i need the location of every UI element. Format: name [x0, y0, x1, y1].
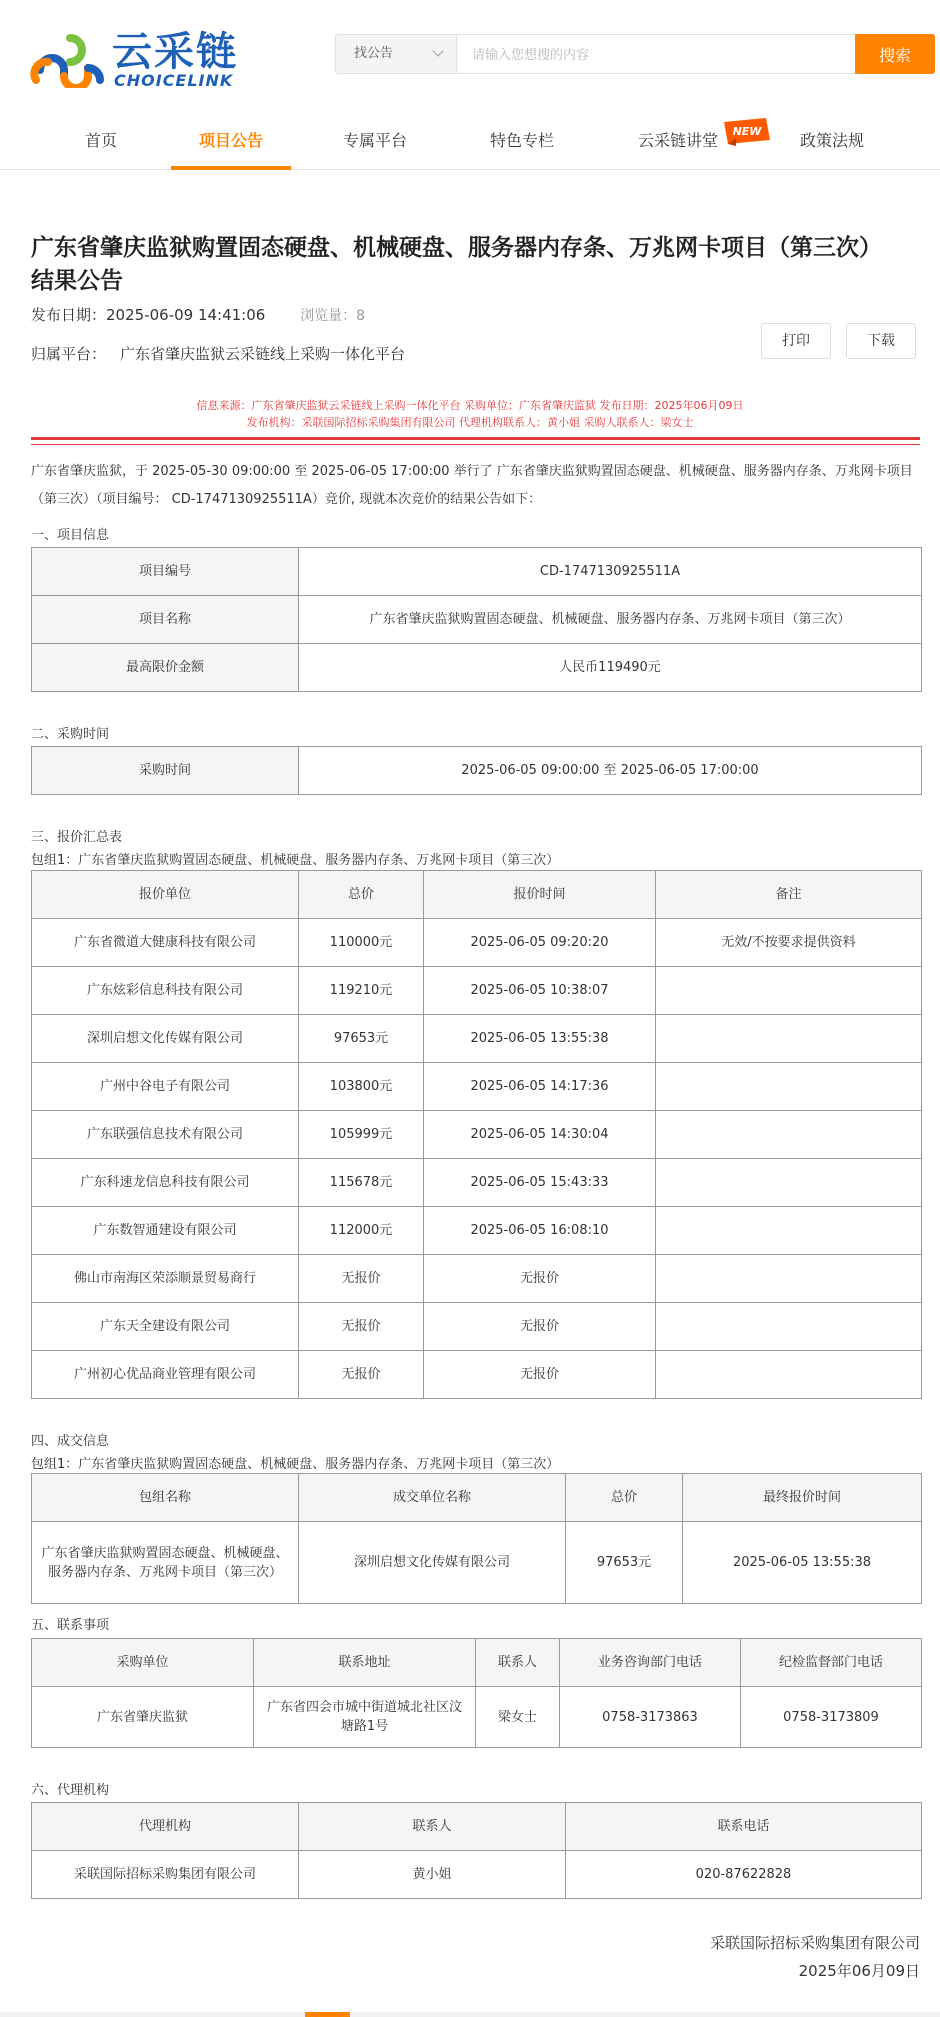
table-cell: 2025-06-05 14:30:04: [424, 1111, 656, 1159]
table-cell: [656, 1015, 922, 1063]
table-header: 报价单位: [32, 871, 299, 919]
nav-item-columns[interactable]: 特色专栏: [489, 131, 554, 150]
search-type-select[interactable]: [336, 35, 457, 73]
table-row: [32, 1111, 922, 1159]
table-cell: [656, 1207, 922, 1255]
table-row: [32, 1063, 922, 1111]
views-value: 8: [356, 308, 366, 324]
table-cell: 广州中谷电子有限公司: [32, 1063, 299, 1111]
site-header: [0, 0, 940, 105]
new-badge-icon: [722, 116, 772, 146]
purchase-time-table: [31, 746, 922, 795]
table-header: 联系人: [299, 1803, 566, 1851]
bottom-bar-accent: [305, 2012, 350, 2017]
table-cell: 无报价: [299, 1255, 424, 1303]
divider-red-thin: [31, 444, 920, 445]
table-row: [32, 1687, 922, 1748]
table-row: [32, 1303, 922, 1351]
section-project-info-label: 一、项目信息: [31, 528, 110, 543]
table-row: [32, 1522, 922, 1604]
logo-mark-icon: [30, 32, 108, 88]
table-cell: 2025-06-05 13:55:38: [683, 1522, 922, 1604]
table-cell: 广东省肇庆监狱购置固态硬盘、机械硬盘、服务器内存条、万兆网卡项目（第三次）: [299, 596, 922, 644]
section-quotes-sub: 包组1：广东省肇庆监狱购置固态硬盘、机械硬盘、服务器内存条、万兆网卡项目（第三次）: [31, 853, 560, 868]
section-deal-sub: 包组1：广东省肇庆监狱购置固态硬盘、机械硬盘、服务器内存条、万兆网卡项目（第三次）: [31, 1457, 560, 1472]
table-cell: [656, 1063, 922, 1111]
chevron-down-icon: [432, 45, 443, 56]
table-cell: 采联国际招标采购集团有限公司: [32, 1851, 299, 1899]
table-header: 总价: [566, 1474, 683, 1522]
publish-date: 2025-06-09 14:41:06: [106, 306, 266, 324]
bottom-bar: [0, 2012, 940, 2017]
table-cell: 无效/不按要求提供资料: [656, 919, 922, 967]
table-header: 最终报价时间: [683, 1474, 922, 1522]
divider-red-thick: [31, 437, 920, 440]
page-title: 广东省肇庆监狱购置固态硬盘、机械硬盘、服务器内存条、万兆网卡项目（第三次）结果公告: [31, 235, 882, 294]
table-cell: 0758-3173863: [560, 1687, 741, 1748]
search-type-label: 找公告: [354, 46, 394, 61]
search-input[interactable]: [472, 35, 842, 73]
table-row: [32, 747, 922, 795]
table-cell: [656, 1159, 922, 1207]
table-cell: 广东数智通建设有限公司: [32, 1207, 299, 1255]
table-header-row: [32, 1803, 922, 1851]
views-label: 浏览量：: [300, 308, 357, 324]
table-row: [32, 596, 922, 644]
footer-organization: 采联国际招标采购集团有限公司: [709, 1934, 920, 1952]
table-header: 包组名称: [32, 1474, 299, 1522]
table-row: [32, 1159, 922, 1207]
platform-label: 归属平台：: [31, 345, 107, 363]
nav-item-announcements[interactable]: 项目公告: [171, 118, 291, 170]
search-button[interactable]: 搜索: [855, 34, 935, 74]
section-contact-label: 五、联系事项: [31, 1618, 110, 1633]
table-header: 备注: [656, 871, 922, 919]
table-header: 采购单位: [32, 1639, 254, 1687]
table-header: 总价: [299, 871, 424, 919]
table-cell: 广东省四会市城中街道城北社区汶塘路1号: [254, 1687, 476, 1748]
table-header: 联系电话: [566, 1803, 922, 1851]
footer-date: 2025年06月09日: [798, 1962, 920, 1980]
section-quotes-label: 三、报价汇总表: [31, 830, 123, 845]
intro-text: 广东省肇庆监狱，于 2025-05-30 09:00:00 至 2025-06-05 17:00:00 举行了 广东省肇庆监狱购置固态硬盘、机械硬盘、服务器内存条、万兆网卡项目（第三次）（项目编号： CD-1747130925511A）竞价, 现就本次竞价的结果公告如下：: [31, 464, 913, 507]
section-agency-label: 六、代理机构: [31, 1783, 110, 1798]
logo-text-cn: 云采链: [112, 29, 238, 75]
logo-text-en: CHOICELINK: [114, 71, 234, 90]
table-row: [32, 967, 922, 1015]
table-cell: 深圳启想文化传媒有限公司: [299, 1522, 566, 1604]
table-cell: 115678元: [299, 1159, 424, 1207]
table-cell: 无报价: [424, 1351, 656, 1399]
table-header: 报价时间: [424, 871, 656, 919]
table-cell: 广东省微道大健康科技有限公司: [32, 919, 299, 967]
table-cell: 2025-06-05 09:20:20: [424, 919, 656, 967]
table-row: [32, 1255, 922, 1303]
table-cell: 97653元: [566, 1522, 683, 1604]
table-row: [32, 1207, 922, 1255]
nav-item-policy[interactable]: 政策法规: [799, 131, 864, 150]
deal-table: [31, 1473, 922, 1604]
table-cell: 广东科速龙信息科技有限公司: [32, 1159, 299, 1207]
table-cell: 黄小姐: [299, 1851, 566, 1899]
download-button[interactable]: 下载: [846, 323, 916, 359]
table-cell: 采购时间: [32, 747, 299, 795]
new-badge-label: NEW: [732, 125, 762, 138]
table-cell: 97653元: [299, 1015, 424, 1063]
table-cell: 0758-3173809: [741, 1687, 922, 1748]
table-cell: 广州初心优品商业管理有限公司: [32, 1351, 299, 1399]
table-cell: 无报价: [424, 1255, 656, 1303]
nav-item-platform[interactable]: 专属平台: [342, 131, 407, 150]
table-row: [32, 1351, 922, 1399]
table-header: 成交单位名称: [299, 1474, 566, 1522]
agency-table: [31, 1802, 922, 1899]
table-header: 联系人: [476, 1639, 560, 1687]
table-cell: 深圳启想文化传媒有限公司: [32, 1015, 299, 1063]
table-header: 联系地址: [254, 1639, 476, 1687]
table-cell: 2025-06-05 13:55:38: [424, 1015, 656, 1063]
table-cell: 2025-06-05 09:00:00 至 2025-06-05 17:00:00: [299, 747, 922, 795]
table-cell: 人民币119490元: [299, 644, 922, 692]
table-cell: CD-1747130925511A: [299, 548, 922, 596]
table-cell: 119210元: [299, 967, 424, 1015]
table-cell: 2025-06-05 15:43:33: [424, 1159, 656, 1207]
table-cell: [656, 967, 922, 1015]
table-cell: 110000元: [299, 919, 424, 967]
project-info-table: [31, 547, 922, 692]
nav-item-lecture[interactable]: 云采链讲堂: [637, 131, 718, 150]
source-line-2: 发布机构：采联国际招标采购集团有限公司 代理机构联系人：黄小姐 采购人联系人：梁女士: [246, 416, 694, 429]
main-nav: [0, 118, 940, 170]
publish-meta: [31, 304, 365, 325]
table-cell: 广东联强信息技术有限公司: [32, 1111, 299, 1159]
source-info: [0, 397, 940, 431]
platform-info: [31, 343, 405, 364]
publish-label: 发布日期：: [31, 306, 107, 324]
table-cell: 103800元: [299, 1063, 424, 1111]
table-cell: 无报价: [299, 1303, 424, 1351]
table-cell: [656, 1351, 922, 1399]
table-cell: [656, 1111, 922, 1159]
table-row: [32, 644, 922, 692]
quotes-table: [31, 870, 922, 1399]
section-deal-label: 四、成交信息: [31, 1434, 110, 1449]
table-cell: 2025-06-05 10:38:07: [424, 967, 656, 1015]
table-cell: 020-87622828: [566, 1851, 922, 1899]
print-button[interactable]: 打印: [761, 323, 831, 359]
table-cell: 项目名称: [32, 596, 299, 644]
contact-table: [31, 1638, 922, 1748]
search-bar: [335, 34, 935, 74]
site-logo[interactable]: [30, 26, 245, 92]
table-cell: 无报价: [424, 1303, 656, 1351]
views-count: [300, 308, 365, 324]
table-header-row: [32, 1639, 922, 1687]
table-cell: 2025-06-05 14:17:36: [424, 1063, 656, 1111]
table-header: 纪检监督部门电话: [741, 1639, 922, 1687]
table-cell: [656, 1303, 922, 1351]
table-header: 业务咨询部门电话: [560, 1639, 741, 1687]
table-row: [32, 548, 922, 596]
table-cell: 2025-06-05 16:08:10: [424, 1207, 656, 1255]
table-header-row: [32, 871, 922, 919]
table-cell: 105999元: [299, 1111, 424, 1159]
table-row: [32, 1851, 922, 1899]
table-header-row: [32, 1474, 922, 1522]
nav-item-home[interactable]: 首页: [84, 131, 117, 150]
section-time-label: 二、采购时间: [31, 727, 110, 742]
table-cell: 广东天全建设有限公司: [32, 1303, 299, 1351]
table-cell: 佛山市南海区荣添顺景贸易商行: [32, 1255, 299, 1303]
table-cell: 无报价: [299, 1351, 424, 1399]
table-cell: 广东炫彩信息科技有限公司: [32, 967, 299, 1015]
table-cell: 最高限价金额: [32, 644, 299, 692]
table-cell: 广东省肇庆监狱: [32, 1687, 254, 1748]
table-row: [32, 1015, 922, 1063]
table-header: 代理机构: [32, 1803, 299, 1851]
table-cell: 广东省肇庆监狱购置固态硬盘、机械硬盘、服务器内存条、万兆网卡项目（第三次）: [32, 1522, 299, 1604]
table-cell: 112000元: [299, 1207, 424, 1255]
table-cell: 项目编号: [32, 548, 299, 596]
source-line-1: 信息来源：广东省肇庆监狱云采链线上采购一体化平台 采购单位：广东省肇庆监狱 发布日期：2025年06月09日: [196, 399, 744, 412]
table-cell: 梁女士: [476, 1687, 560, 1748]
table-cell: [656, 1255, 922, 1303]
table-row: [32, 919, 922, 967]
platform-name: 广东省肇庆监狱云采链线上采购一体化平台: [120, 345, 406, 363]
